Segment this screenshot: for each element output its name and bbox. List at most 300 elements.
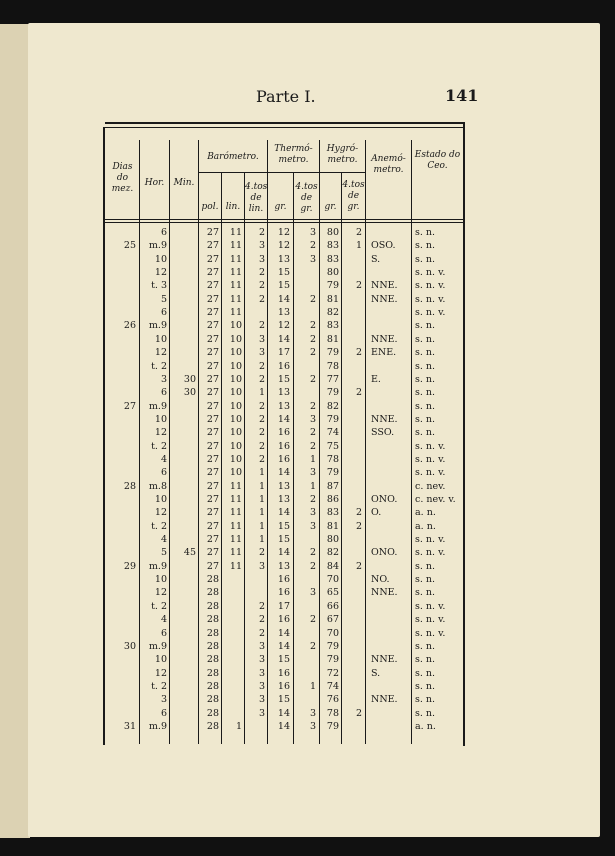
cell-hq: 2 bbox=[355, 280, 362, 292]
cell-tgr: 15 bbox=[277, 267, 290, 279]
weather-table bbox=[103, 122, 467, 746]
cell-q: 2 bbox=[258, 614, 265, 626]
cell-sky: s. n. bbox=[415, 360, 436, 372]
cell-pol: 27 bbox=[206, 467, 219, 479]
cell-q: 3 bbox=[258, 333, 265, 345]
cell-hor: 10 bbox=[154, 574, 167, 586]
cell-q: 1 bbox=[258, 494, 265, 505]
subheader-rule bbox=[198, 172, 365, 173]
cell-pol: 28 bbox=[206, 587, 219, 599]
cell-hgr: 83 bbox=[326, 240, 339, 252]
cell-hor: m.9 bbox=[148, 720, 167, 732]
cell-hor: 12 bbox=[154, 667, 167, 679]
cell-q: 3 bbox=[258, 253, 265, 265]
cell-tgr: 16 bbox=[277, 667, 290, 679]
cell-hor: m.9 bbox=[148, 640, 167, 652]
cell-sky: s. n. bbox=[415, 373, 436, 385]
cell-hq: 2 bbox=[355, 227, 362, 238]
cell-pol: 27 bbox=[206, 453, 219, 465]
cell-tgr: 16 bbox=[277, 360, 290, 372]
cell-lin: 10 bbox=[229, 400, 242, 412]
cell-hor: 5 bbox=[160, 293, 167, 305]
cell-tq: 1 bbox=[309, 680, 316, 692]
cell-hor: t. 2 bbox=[151, 440, 167, 452]
cell-tgr: 13 bbox=[277, 387, 290, 399]
cell-sky: s. n. bbox=[415, 413, 436, 425]
cell-hq: 2 bbox=[355, 347, 362, 359]
cell-tgr: 15 bbox=[277, 280, 290, 292]
cell-pol: 27 bbox=[206, 427, 219, 439]
cell-sky: s. n. bbox=[415, 654, 436, 666]
cell-pol: 27 bbox=[206, 387, 219, 399]
cell-hor: m.9 bbox=[148, 560, 167, 572]
cell-hgr: 79 bbox=[326, 720, 339, 732]
cell-tgr: 13 bbox=[277, 253, 290, 265]
rule-anemo bbox=[411, 140, 412, 744]
cell-lin: 11 bbox=[229, 560, 242, 572]
cell-q: 2 bbox=[258, 547, 265, 559]
col-t-gr: gr. bbox=[274, 202, 287, 212]
cell-hor: 5 bbox=[160, 547, 167, 559]
cell-hgr: 70 bbox=[326, 627, 339, 639]
cell-pol: 28 bbox=[206, 720, 219, 732]
cell-min: 30 bbox=[183, 373, 196, 385]
cell-wind: S. bbox=[371, 253, 381, 265]
cell-pol: 27 bbox=[206, 440, 219, 452]
cell-wind: NNE. bbox=[371, 654, 398, 666]
cell-tgr: 13 bbox=[277, 560, 290, 572]
cell-q: 3 bbox=[258, 240, 265, 252]
cell-tgr: 14 bbox=[277, 547, 290, 559]
cell-q: 2 bbox=[258, 413, 265, 425]
cell-lin: 11 bbox=[229, 520, 242, 532]
cell-pol: 28 bbox=[206, 627, 219, 639]
cell-tgr: 14 bbox=[277, 707, 290, 719]
cell-sky: s. n. bbox=[415, 587, 436, 599]
cell-tq: 2 bbox=[309, 293, 316, 305]
cell-sky: s. n. bbox=[415, 347, 436, 359]
cell-pol: 27 bbox=[206, 267, 219, 279]
cell-lin: 11 bbox=[229, 253, 242, 265]
cell-wind: NNE. bbox=[371, 694, 398, 706]
cell-pol: 27 bbox=[206, 560, 219, 572]
cell-hor: 12 bbox=[154, 267, 167, 279]
cell-hor: 12 bbox=[154, 587, 167, 599]
cell-q: 2 bbox=[258, 427, 265, 439]
col-h-quartos: 4.tos de gr. bbox=[342, 180, 365, 212]
cell-sky: s. n. bbox=[415, 680, 436, 692]
cell-tq: 2 bbox=[309, 427, 316, 439]
cell-lin: 10 bbox=[229, 427, 242, 439]
cell-hor: 6 bbox=[160, 627, 167, 639]
cell-tgr: 16 bbox=[277, 680, 290, 692]
cell-tq: 2 bbox=[309, 614, 316, 626]
cell-hgr: 82 bbox=[326, 307, 339, 319]
cell-hgr: 82 bbox=[326, 547, 339, 559]
cell-q: 1 bbox=[258, 480, 265, 492]
cell-sky: a. n. bbox=[415, 520, 436, 532]
cell-hgr: 83 bbox=[326, 320, 339, 332]
cell-sky: s. n. bbox=[415, 427, 436, 439]
cell-pol: 27 bbox=[206, 480, 219, 492]
cell-tq: 1 bbox=[309, 480, 316, 492]
cell-hgr: 87 bbox=[326, 480, 339, 492]
cell-hor: 10 bbox=[154, 654, 167, 666]
cell-pol: 28 bbox=[206, 574, 219, 586]
cell-q: 2 bbox=[258, 360, 265, 372]
cell-hor: 3 bbox=[160, 694, 167, 706]
cell-wind: NNE. bbox=[371, 333, 398, 345]
cell-q: 2 bbox=[258, 373, 265, 385]
col-dias: Dias do mez. bbox=[111, 162, 134, 194]
cell-hgr: 84 bbox=[326, 560, 339, 572]
cell-q: 3 bbox=[258, 640, 265, 652]
cell-hor: 4 bbox=[160, 534, 167, 546]
cell-lin: 11 bbox=[229, 227, 242, 238]
cell-lin: 1 bbox=[235, 720, 242, 732]
cell-hor: 10 bbox=[154, 333, 167, 345]
cell-sky: s. n. bbox=[415, 320, 436, 332]
cell-wind: NNE. bbox=[371, 413, 398, 425]
cell-hgr: 78 bbox=[326, 453, 339, 465]
cell-tq: 3 bbox=[309, 587, 316, 599]
cell-pol: 27 bbox=[206, 360, 219, 372]
cell-day: 30 bbox=[123, 640, 136, 652]
cell-hgr: 79 bbox=[326, 280, 339, 292]
cell-hgr: 66 bbox=[326, 600, 339, 612]
cell-hgr: 81 bbox=[326, 520, 339, 532]
cell-q: 2 bbox=[258, 267, 265, 279]
table-right-border bbox=[463, 122, 465, 746]
cell-tq: 3 bbox=[309, 707, 316, 719]
cell-tgr: 14 bbox=[277, 467, 290, 479]
col-hygrometro: Hygró-metro. bbox=[326, 144, 359, 165]
cell-pol: 28 bbox=[206, 680, 219, 692]
cell-pol: 28 bbox=[206, 654, 219, 666]
cell-hgr: 82 bbox=[326, 400, 339, 412]
cell-pol: 27 bbox=[206, 507, 219, 519]
cell-hor: m.9 bbox=[148, 320, 167, 332]
cell-sky: s. n. v. bbox=[415, 614, 446, 626]
cell-hor: t. 2 bbox=[151, 680, 167, 692]
cell-day: 28 bbox=[123, 480, 136, 492]
cell-tgr: 13 bbox=[277, 494, 290, 505]
cell-hgr: 79 bbox=[326, 413, 339, 425]
cell-pol: 27 bbox=[206, 520, 219, 532]
cell-tq: 2 bbox=[309, 347, 316, 359]
cell-tgr: 13 bbox=[277, 400, 290, 412]
cell-wind: OSO. bbox=[371, 240, 396, 252]
cell-pol: 28 bbox=[206, 707, 219, 719]
cell-tgr: 15 bbox=[277, 694, 290, 706]
cell-hgr: 79 bbox=[326, 467, 339, 479]
cell-q: 3 bbox=[258, 694, 265, 706]
cell-sky: s. n. bbox=[415, 560, 436, 572]
cell-tgr: 14 bbox=[277, 333, 290, 345]
cell-tq: 2 bbox=[309, 400, 316, 412]
col-t-quartos: 4.tos de gr. bbox=[295, 182, 318, 214]
cell-tq: 3 bbox=[309, 507, 316, 519]
cell-tq: 2 bbox=[309, 240, 316, 252]
cell-pol: 27 bbox=[206, 307, 219, 319]
cell-hor: 6 bbox=[160, 387, 167, 399]
cell-hor: 6 bbox=[160, 707, 167, 719]
cell-lin: 10 bbox=[229, 467, 242, 479]
cell-hgr: 79 bbox=[326, 640, 339, 652]
cell-tgr: 14 bbox=[277, 627, 290, 639]
cell-tgr: 16 bbox=[277, 574, 290, 586]
cell-lin: 10 bbox=[229, 360, 242, 372]
cell-hor: 12 bbox=[154, 347, 167, 359]
cell-hgr: 75 bbox=[326, 440, 339, 452]
col-barometro: Barómetro. bbox=[207, 152, 259, 162]
cell-hor: m.8 bbox=[148, 480, 167, 492]
cell-hgr: 81 bbox=[326, 293, 339, 305]
cell-min: 45 bbox=[183, 547, 196, 559]
cell-q: 3 bbox=[258, 680, 265, 692]
cell-lin: 11 bbox=[229, 494, 242, 505]
cell-sky: s. n. bbox=[415, 667, 436, 679]
col-estado: Estado do Ceo. bbox=[414, 150, 461, 171]
cell-tq: 2 bbox=[309, 333, 316, 345]
cell-sky: s. n. bbox=[415, 707, 436, 719]
cell-lin: 10 bbox=[229, 373, 242, 385]
cell-q: 2 bbox=[258, 227, 265, 238]
cell-sky: s. n. v. bbox=[415, 307, 446, 319]
cell-pol: 27 bbox=[206, 280, 219, 292]
cell-lin: 11 bbox=[229, 293, 242, 305]
cell-day: 25 bbox=[123, 240, 136, 252]
cell-tgr: 14 bbox=[277, 413, 290, 425]
col-hor: Hor. bbox=[144, 178, 165, 188]
cell-hgr: 72 bbox=[326, 667, 339, 679]
cell-hor: 4 bbox=[160, 453, 167, 465]
cell-tq: 3 bbox=[309, 720, 316, 732]
cell-day: 29 bbox=[123, 560, 136, 572]
cell-lin: 10 bbox=[229, 413, 242, 425]
cell-tq: 1 bbox=[309, 453, 316, 465]
cell-pol: 27 bbox=[206, 547, 219, 559]
cell-hgr: 74 bbox=[326, 680, 339, 692]
cell-q: 2 bbox=[258, 627, 265, 639]
cell-sky: c. nev. v. bbox=[415, 494, 456, 505]
cell-q: 2 bbox=[258, 400, 265, 412]
cell-wind: SSO. bbox=[371, 427, 395, 439]
cell-hgr: 74 bbox=[326, 427, 339, 439]
col-lin: lin. bbox=[225, 202, 241, 212]
cell-day: 27 bbox=[123, 400, 136, 412]
cell-wind: ENE. bbox=[371, 347, 397, 359]
cell-wind: NNE. bbox=[371, 293, 398, 305]
cell-hgr: 77 bbox=[326, 373, 339, 385]
cell-tq: 3 bbox=[309, 253, 316, 265]
rule-hor bbox=[169, 140, 170, 744]
cell-tq: 2 bbox=[309, 494, 316, 505]
cell-sky: s. n. bbox=[415, 387, 436, 399]
cell-hor: 10 bbox=[154, 253, 167, 265]
cell-sky: s. n. bbox=[415, 227, 436, 238]
cell-sky: s. n. bbox=[415, 253, 436, 265]
col-thermometro: Thermó-metro. bbox=[274, 144, 313, 165]
cell-sky: s. n. v. bbox=[415, 267, 446, 279]
cell-sky: s. n. bbox=[415, 694, 436, 706]
cell-tq: 3 bbox=[309, 467, 316, 479]
cell-tgr: 14 bbox=[277, 507, 290, 519]
cell-hor: 6 bbox=[160, 467, 167, 479]
cell-hq: 2 bbox=[355, 520, 362, 532]
cell-tgr: 15 bbox=[277, 520, 290, 532]
cell-sky: s. n. v. bbox=[415, 534, 446, 546]
cell-q: 2 bbox=[258, 453, 265, 465]
cell-pol: 27 bbox=[206, 240, 219, 252]
cell-pol: 27 bbox=[206, 253, 219, 265]
cell-tgr: 13 bbox=[277, 480, 290, 492]
cell-lin: 10 bbox=[229, 387, 242, 399]
cell-hor: t. 2 bbox=[151, 520, 167, 532]
cell-hgr: 78 bbox=[326, 707, 339, 719]
cell-wind: NNE. bbox=[371, 587, 398, 599]
cell-q: 1 bbox=[258, 507, 265, 519]
cell-tq: 2 bbox=[309, 320, 316, 332]
cell-lin: 11 bbox=[229, 534, 242, 546]
cell-q: 2 bbox=[258, 293, 265, 305]
cell-tgr: 13 bbox=[277, 307, 290, 319]
cell-sky: s. n. v. bbox=[415, 547, 446, 559]
cell-lin: 11 bbox=[229, 507, 242, 519]
cell-hgr: 80 bbox=[326, 227, 339, 238]
cell-hor: m.9 bbox=[148, 400, 167, 412]
cell-hgr: 81 bbox=[326, 333, 339, 345]
cell-wind: NNE. bbox=[371, 280, 398, 292]
cell-tgr: 16 bbox=[277, 440, 290, 452]
cell-q: 3 bbox=[258, 560, 265, 572]
cell-hgr: 80 bbox=[326, 534, 339, 546]
cell-hor: 12 bbox=[154, 427, 167, 439]
col-quartos-lin: 4.tos de lin. bbox=[245, 182, 268, 214]
cell-wind: E. bbox=[371, 373, 381, 385]
cell-tgr: 12 bbox=[277, 227, 290, 238]
cell-hor: 3 bbox=[160, 373, 167, 385]
cell-pol: 27 bbox=[206, 293, 219, 305]
cell-day: 31 bbox=[123, 720, 136, 732]
cell-tgr: 16 bbox=[277, 453, 290, 465]
table-top-border bbox=[105, 122, 465, 124]
cell-hq: 2 bbox=[355, 507, 362, 519]
cell-pol: 27 bbox=[206, 400, 219, 412]
cell-hgr: 67 bbox=[326, 614, 339, 626]
cell-tgr: 15 bbox=[277, 654, 290, 666]
cell-hor: t. 3 bbox=[151, 280, 167, 292]
cell-tq: 2 bbox=[309, 373, 316, 385]
cell-tgr: 17 bbox=[277, 347, 290, 359]
cell-lin: 11 bbox=[229, 280, 242, 292]
cell-hgr: 79 bbox=[326, 654, 339, 666]
cell-q: 3 bbox=[258, 707, 265, 719]
cell-sky: s. n. v. bbox=[415, 440, 446, 452]
cell-tq: 3 bbox=[309, 227, 316, 238]
cell-q: 3 bbox=[258, 654, 265, 666]
cell-hgr: 79 bbox=[326, 387, 339, 399]
col-min: Min. bbox=[173, 178, 195, 188]
cell-pol: 27 bbox=[206, 373, 219, 385]
cell-tgr: 15 bbox=[277, 534, 290, 546]
cell-hor: 12 bbox=[154, 507, 167, 519]
table-top-border-inner bbox=[105, 127, 465, 128]
cell-q: 2 bbox=[258, 440, 265, 452]
cell-tgr: 17 bbox=[277, 600, 290, 612]
cell-hor: 10 bbox=[154, 413, 167, 425]
cell-pol: 28 bbox=[206, 640, 219, 652]
cell-wind: NO. bbox=[371, 574, 390, 586]
cell-sky: s. n. v. bbox=[415, 600, 446, 612]
cell-hor: 10 bbox=[154, 494, 167, 505]
cell-pol: 28 bbox=[206, 667, 219, 679]
page-title: Parte I. bbox=[256, 87, 316, 106]
cell-day: 26 bbox=[123, 320, 136, 332]
cell-pol: 27 bbox=[206, 494, 219, 505]
cell-tgr: 16 bbox=[277, 587, 290, 599]
cell-hgr: 76 bbox=[326, 694, 339, 706]
cell-tgr: 12 bbox=[277, 320, 290, 332]
cell-hq: 1 bbox=[355, 240, 362, 252]
cell-pol: 27 bbox=[206, 534, 219, 546]
cell-q: 3 bbox=[258, 667, 265, 679]
cell-tq: 3 bbox=[309, 520, 316, 532]
cell-hor: m.9 bbox=[148, 240, 167, 252]
cell-pol: 28 bbox=[206, 694, 219, 706]
cell-tgr: 12 bbox=[277, 240, 290, 252]
col-anemometro: Anemó-metro. bbox=[371, 154, 406, 175]
cell-sky: s. n. v. bbox=[415, 467, 446, 479]
rule-hygro bbox=[365, 140, 366, 744]
cell-pol: 28 bbox=[206, 600, 219, 612]
cell-pol: 27 bbox=[206, 320, 219, 332]
cell-sky: s. n. bbox=[415, 400, 436, 412]
cell-hq: 2 bbox=[355, 707, 362, 719]
col-h-gr: gr. bbox=[324, 202, 337, 212]
cell-q: 1 bbox=[258, 520, 265, 532]
cell-q: 1 bbox=[258, 467, 265, 479]
cell-hgr: 65 bbox=[326, 587, 339, 599]
cell-tq: 2 bbox=[309, 440, 316, 452]
cell-lin: 11 bbox=[229, 240, 242, 252]
cell-q: 2 bbox=[258, 600, 265, 612]
cell-q: 2 bbox=[258, 320, 265, 332]
cell-lin: 11 bbox=[229, 547, 242, 559]
cell-sky: s. n. v. bbox=[415, 293, 446, 305]
cell-sky: a. n. bbox=[415, 720, 436, 732]
book-spine bbox=[0, 24, 30, 838]
cell-wind: S. bbox=[371, 667, 381, 679]
cell-lin: 11 bbox=[229, 307, 242, 319]
cell-lin: 10 bbox=[229, 453, 242, 465]
cell-wind: ONO. bbox=[371, 547, 398, 559]
cell-sky: a. n. bbox=[415, 507, 436, 519]
cell-hgr: 83 bbox=[326, 507, 339, 519]
cell-sky: s. n. v. bbox=[415, 453, 446, 465]
cell-sky: s. n. bbox=[415, 333, 436, 345]
cell-hgr: 79 bbox=[326, 347, 339, 359]
cell-q: 1 bbox=[258, 534, 265, 546]
cell-hq: 2 bbox=[355, 387, 362, 399]
cell-hgr: 83 bbox=[326, 253, 339, 265]
cell-tq: 2 bbox=[309, 560, 316, 572]
cell-lin: 10 bbox=[229, 347, 242, 359]
page-number: 141 bbox=[445, 86, 479, 105]
cell-sky: s. n. bbox=[415, 240, 436, 252]
cell-pol: 27 bbox=[206, 333, 219, 345]
cell-wind: O. bbox=[371, 507, 382, 519]
